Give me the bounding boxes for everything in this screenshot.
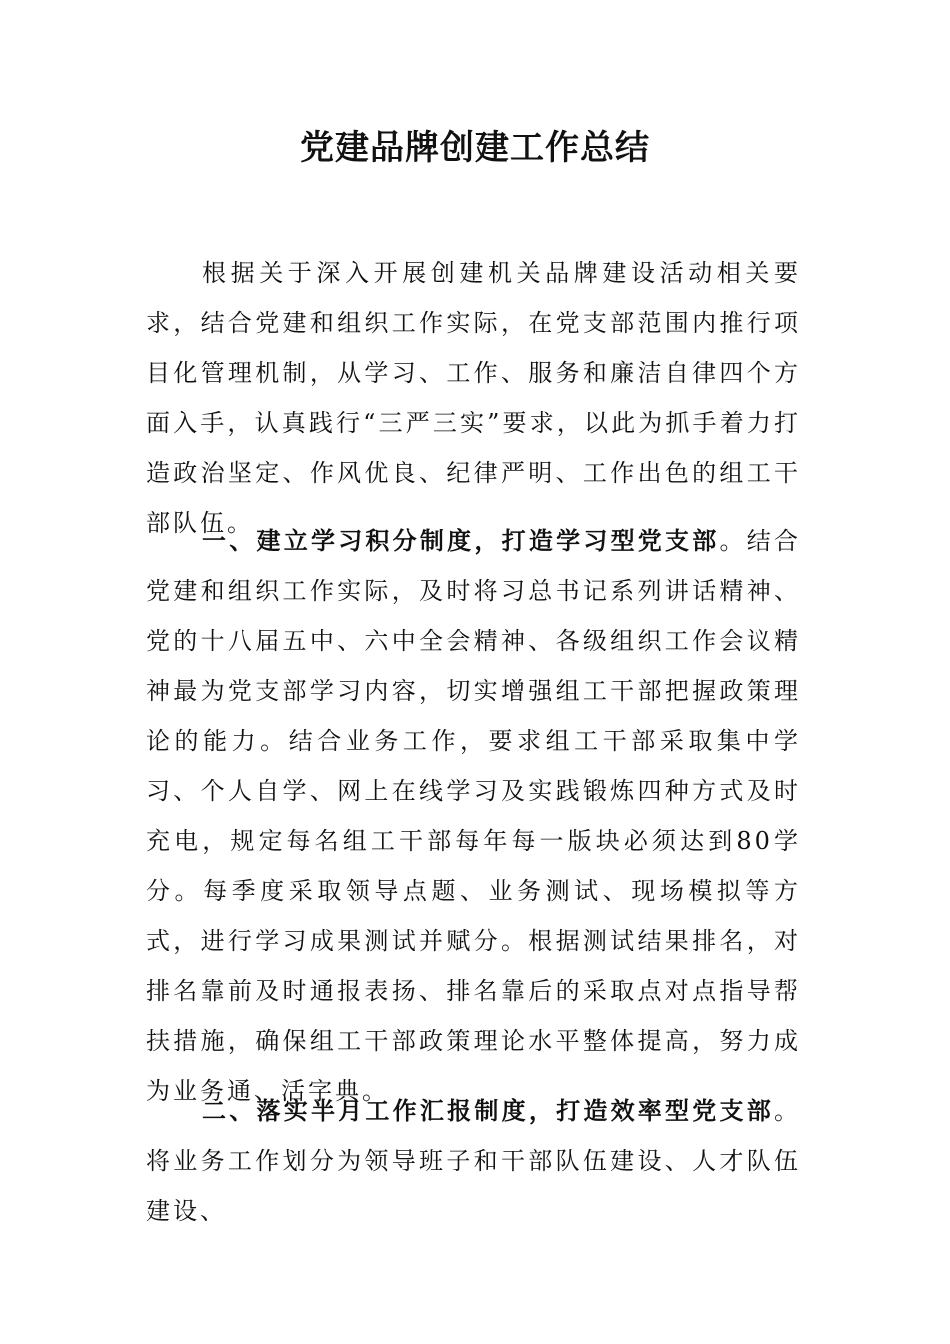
document-title: 党建品牌创建工作总结 [300,128,650,168]
section-1-body: 。结合党建和组织工作实际，及时将习总书记系列讲话精神、党的十八届五中、六中全会精神、各级组织工作会议精神最为党支部学习内容，切实增强组工干部把握政策理论的能力。结合业务工作，要求组工干部采取集中学习、个人自学、网上在线学习及实践锻炼四种方式及时充电，规定每名组工干部每年每一版块必须达到80学分。每季度采取领导点题、业务测试、现场模拟等方式，进行学习成果测试并赋分。根据测试结果排名，对排名靠前及时通报表扬、排名靠后的采取点对点指导帮扶措施，确保组工干部政策理论水平整体提高，努力成为业务通、活字典。 [146,527,802,1105]
section-1-paragraph [146,516,801,1116]
section-2-paragraph [146,1086,801,1236]
intro-paragraph: 根据关于深入开展创建机关品牌建设活动相关要求，结合党建和组织工作实际，在党支部范围内推行项目化管理机制，从学习、工作、服务和廉洁自律四个方面入手，认真践行“三严三实”要求，以此为抓手着力打造政治坚定、作风优良、纪律严明、工作出色的组工干部队伍。 [146,259,801,537]
section-2-heading: 二、落实半月工作汇报制度，打造效率型党支部 [202,1096,774,1125]
section-2-body: 。将业务工作划分为领导班子和干部队伍建设、人才队伍建设、 [146,1097,801,1225]
section-1-heading: 一、建立学习积分制度，打造学习型党支部 [202,526,720,555]
